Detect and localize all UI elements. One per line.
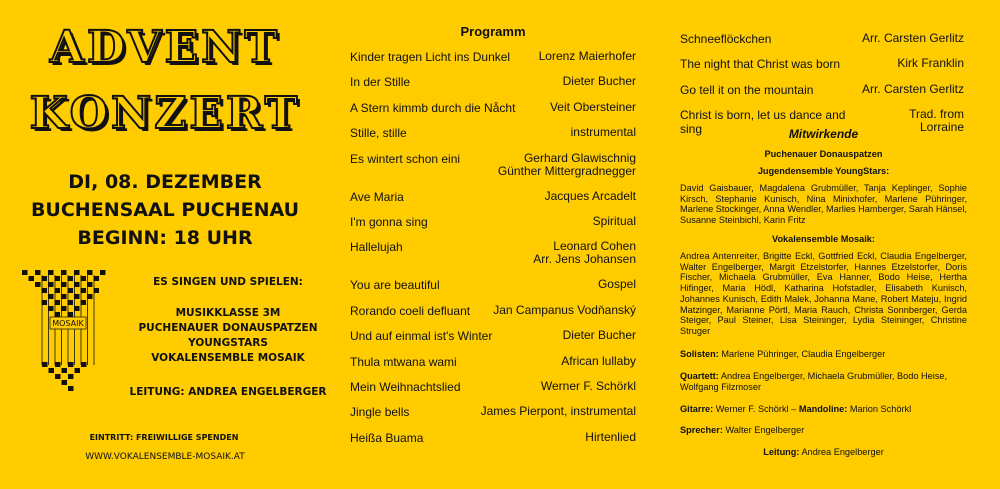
program-row	[350, 355, 636, 380]
mosaik-logo	[22, 270, 114, 398]
song-composer: James Pierpont, instrumental	[480, 404, 636, 419]
song-title: Mein Weihnachtslied	[350, 379, 461, 394]
logo-tile	[61, 270, 67, 275]
sprecher	[680, 425, 967, 435]
logo-tile	[100, 270, 106, 275]
event-start: BEGINN: 18 UHR	[77, 227, 253, 249]
song-title: Rorando coeli defluant	[350, 303, 471, 318]
mandoline-name: Marion Schörkl	[847, 404, 912, 414]
program-row	[680, 83, 964, 108]
song-composer: Arr. Carsten Gerlitz	[861, 31, 964, 45]
song-title: Thula mtwana wami	[350, 354, 457, 369]
logo-tile	[81, 362, 87, 367]
logo-tile	[42, 362, 48, 367]
logo-tile	[55, 362, 61, 367]
performer-item: VOKALENSEMBLE MOSAIK	[151, 352, 305, 364]
song-title: I'm gonna sing	[350, 214, 428, 229]
song-title: In der Stille	[350, 75, 411, 90]
logo-tile	[68, 362, 74, 367]
logo-tile	[62, 380, 68, 385]
logo-tile	[55, 374, 61, 379]
program-list-continued	[680, 31, 964, 137]
song-title: Kinder tragen Licht ins Dunkel	[350, 50, 511, 64]
program-row	[350, 431, 636, 456]
song-title: Heißa Buama	[350, 430, 424, 445]
song-composer: Werner F. Schörkl	[540, 378, 636, 393]
mosaik-heading: Vokalensemble Mosaik:	[772, 234, 875, 244]
quartett	[680, 371, 967, 392]
song-composer: Gerhard Glawischnig Günther Mittergradnegger	[497, 150, 636, 178]
title-advent: ADVENT	[49, 22, 281, 73]
song-composer: Lorenz Maierhofer	[538, 49, 636, 63]
song-title: A Stern kimmb durch die Nåcht	[350, 100, 516, 115]
program-row	[350, 152, 636, 190]
song-title: You are beautiful	[350, 278, 440, 293]
song-title: Schneeflöckchen	[680, 32, 772, 46]
song-composer: Dieter Bucher	[562, 74, 636, 89]
song-title: The night that Christ was born	[680, 57, 841, 72]
logo-tile	[68, 374, 74, 379]
youngstars-heading: Jugendensemble YoungStars:	[757, 166, 890, 176]
logo-tile	[49, 368, 55, 373]
solisten	[680, 349, 967, 359]
event-venue: BUCHENSAAL PUCHENAU	[30, 199, 300, 221]
song-composer: Spiritual	[592, 213, 636, 228]
program-row	[350, 405, 636, 430]
song-title: Hallelujah	[350, 240, 403, 255]
program-row	[680, 57, 964, 82]
logo-tile	[87, 270, 93, 275]
solisten-label: Solisten:	[680, 349, 719, 359]
program-row	[350, 240, 636, 278]
song-title: Es wintert schon eini	[350, 151, 461, 166]
song-title: Stille, stille	[350, 126, 407, 141]
gitarre-mandoline	[680, 404, 967, 414]
program-row	[350, 278, 636, 303]
program-heading: Programm	[460, 24, 526, 39]
song-composer: Leonard Cohen Arr. Jens Johansen	[533, 239, 636, 267]
logo-tile	[35, 282, 41, 287]
song-composer: instrumental	[570, 125, 636, 140]
logo-tile	[22, 270, 28, 275]
song-title: Christ is born, let us dance and sing	[680, 108, 846, 137]
program-row	[350, 380, 636, 405]
song-composer: Arr. Carsten Gerlitz	[861, 81, 964, 96]
mosaik-members: Andrea Antenreiter, Brigitte Eckl, Gottfried Eckl, Claudia Engelberger, Walter Engelberger, Margit Etzelstorfer, Hannes Etzelstorfer, Doris Fischer, Michaela Grubmüller, Eva Hanner, Bodo Heise, Hertha Hifinger, Maria Hödl, Katharina Hofstadler, Elisabeth Kunisch, Johannes Kunisch, Edith Malek, Johanna Mane, Robert Mateju, Ingrid Matzinger, Marianne Pörtl, Maria Rauch, Christa Sonnberger, Gerda Steiger, Paul Steiner, Lisa Steininger, Lydia Steininger, Christine Struger	[680, 251, 967, 336]
donauspatzen-heading: Puchenauer Donauspatzen	[764, 149, 883, 159]
logo-tile	[74, 270, 80, 275]
song-composer: Jan Campanus Vodňanský	[493, 302, 636, 317]
performer-item: PUCHENAUER DONAUSPATZEN	[138, 322, 318, 334]
gitarre-name: Werner F. Schörkl –	[713, 404, 799, 414]
logo-tile	[35, 270, 41, 275]
song-title: Und auf einmal ist's Winter	[350, 329, 493, 344]
quartett-names: Andrea Engelberger, Michaela Grubmüller, Bodo Heise, Wolfgang Filzmoser	[680, 371, 948, 392]
performer-item: MUSIKKLASSE 3M	[175, 307, 281, 319]
logo-text: MOSAIK	[52, 319, 84, 328]
sprecher-label: Sprecher:	[680, 425, 723, 435]
solisten-names: Marlene Pühringer, Claudia Engelberger	[718, 349, 886, 359]
song-composer: Gospel	[597, 277, 636, 292]
program-row	[350, 75, 636, 100]
program-row	[350, 190, 636, 215]
mitwirkende-heading: Mitwirkende	[788, 127, 859, 141]
quartett-label: Quartett:	[680, 371, 719, 381]
program-row	[350, 304, 636, 329]
program-row	[350, 126, 636, 151]
entry-info: EINTRITT: FREIWILLIGE SPENDEN	[89, 433, 239, 442]
gitarre-label: Gitarre:	[680, 404, 714, 414]
leitung-label: Leitung:	[763, 447, 800, 457]
logo-tile	[48, 270, 54, 275]
performers-heading: ES SINGEN UND SPIELEN:	[153, 276, 303, 288]
song-title: Jingle bells	[350, 405, 410, 420]
program-row	[350, 101, 636, 126]
program-row	[350, 329, 636, 354]
event-date: DI, 08. DEZEMBER	[68, 171, 262, 193]
song-composer: Veit Obersteiner	[549, 99, 636, 114]
song-title: Go tell it on the mountain	[680, 82, 814, 97]
song-composer: Jacques Arcadelt	[544, 188, 636, 203]
song-title: Ave Maria	[350, 189, 404, 204]
song-composer: Kirk Franklin	[897, 56, 964, 71]
leitung-credit	[680, 447, 967, 457]
performer-item: YOUNGSTARS	[188, 337, 268, 349]
logo-tile	[75, 368, 81, 373]
program-row	[680, 32, 964, 57]
song-composer: Hirtenlied	[585, 429, 636, 444]
song-composer: African lullaby	[561, 353, 636, 368]
sprecher-name: Walter Engelberger	[722, 425, 805, 435]
logo-tile	[68, 386, 74, 391]
leitung: LEITUNG: ANDREA ENGELBERGER	[129, 386, 327, 398]
program-row	[350, 50, 636, 75]
song-composer: Dieter Bucher	[562, 328, 636, 343]
title-konzert: KONZERT	[29, 88, 301, 139]
logo-tile	[29, 276, 35, 281]
logo-tile	[62, 368, 68, 373]
program-row	[350, 215, 636, 240]
leitung-name: Andrea Engelberger	[799, 447, 884, 457]
mandoline-label: Mandoline:	[798, 404, 848, 414]
youngstars-members: David Gaisbauer, Magdalena Grubmüller, Tanja Keplinger, Sophie Kirsch, Stephanie Kunisch, Nina Minixhofer, Marlene Pühringer, Marlene Stockinger, Anna Wendler, Marlies Hamberger, Sarah Hänsel, Susanne Steinbichl, Karin Fritz	[680, 183, 967, 226]
website-link[interactable]: WWW.VOKALENSEMBLE-MOSAIK.AT	[85, 452, 245, 462]
program-list	[350, 50, 636, 456]
song-composer: Trad. from Lorraine	[909, 107, 964, 135]
